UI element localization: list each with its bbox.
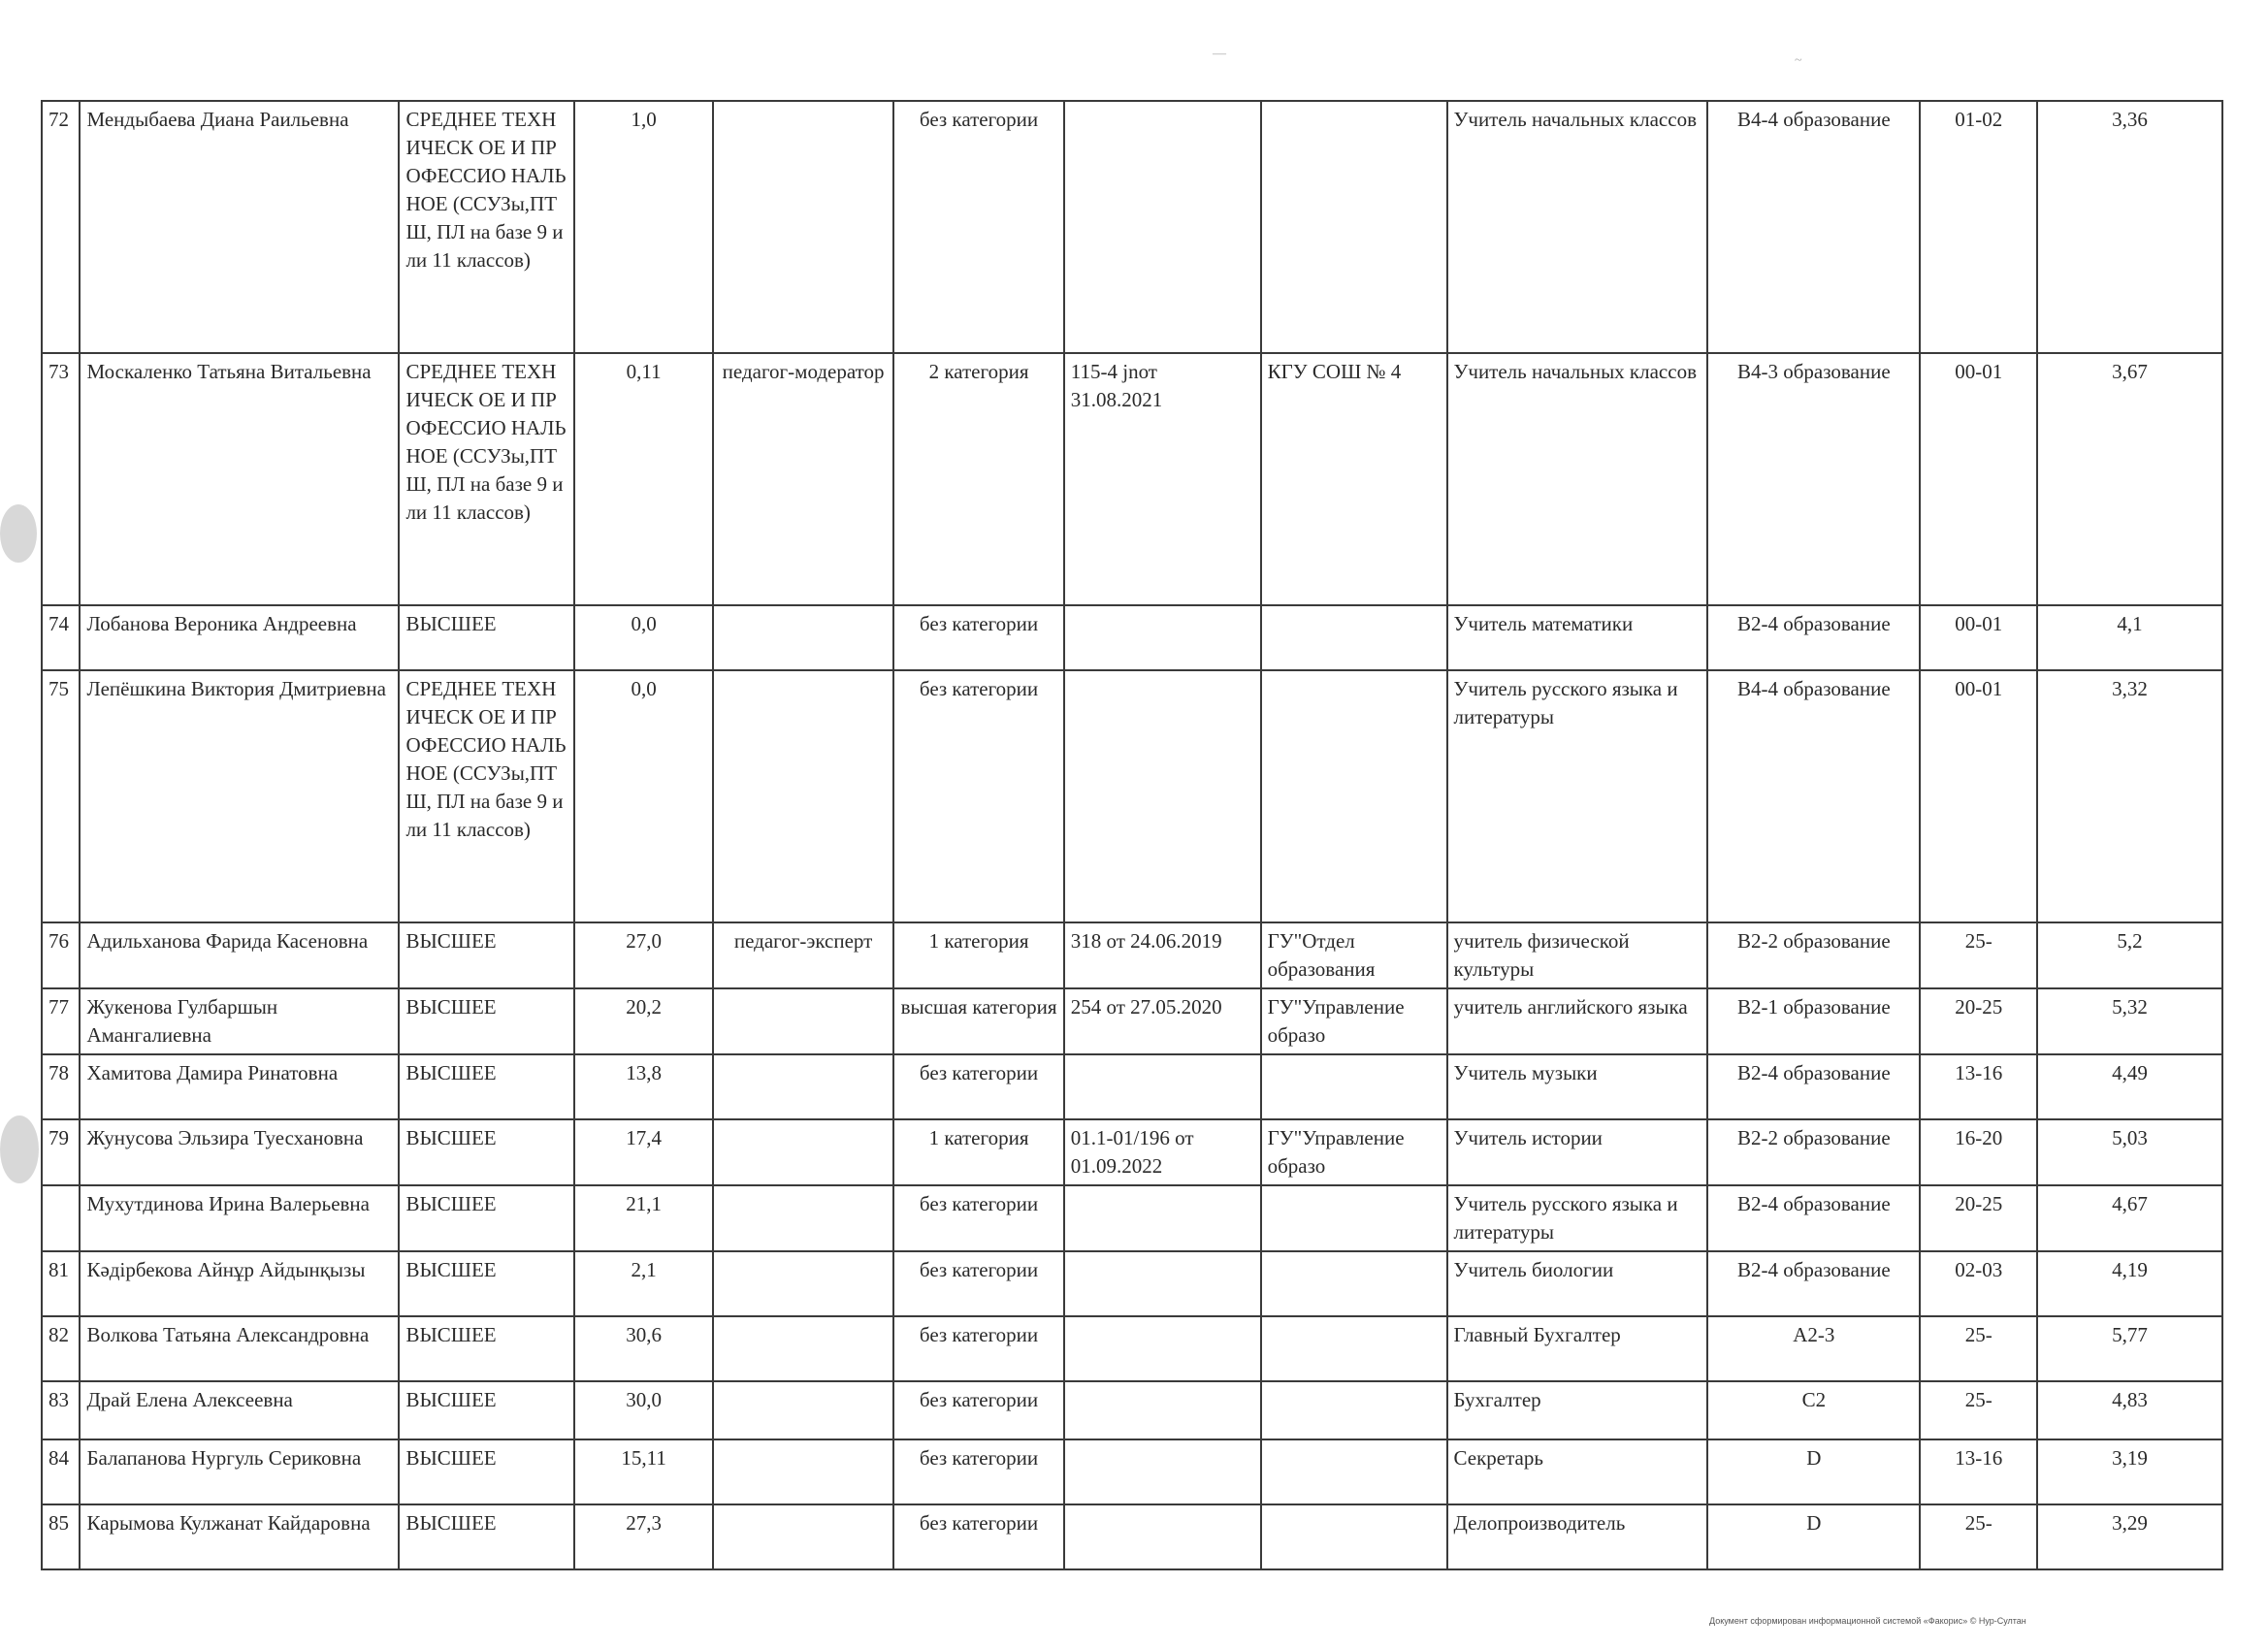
cell-qualification [713,1251,893,1316]
cell-coefficient: 5,32 [2037,988,2222,1054]
cell-issued-by [1261,1185,1447,1251]
cell-order [1064,1185,1261,1251]
cell-category: без категории [893,1316,1063,1381]
scan-mark: ~ [1795,53,1802,68]
cell-issued-by: ГУ"Управление образо [1261,1119,1447,1185]
cell-range: 20-25 [1920,1185,2037,1251]
cell-experience: 0,0 [574,670,713,922]
cell-coefficient: 4,1 [2037,605,2222,670]
table-row [42,1054,2222,1119]
cell-grade: D [1707,1504,1920,1569]
cell-education: ВЫСШЕЕ [399,1054,574,1119]
cell-order [1064,1381,1261,1439]
table-row [42,922,2222,988]
cell-name: Драй Елена Алексеевна [80,1381,399,1439]
cell-order [1064,101,1261,353]
cell-range: 20-25 [1920,988,2037,1054]
cell-education: ВЫСШЕЕ [399,1251,574,1316]
cell-category: высшая категория [893,988,1063,1054]
cell-education: ВЫСШЕЕ [399,988,574,1054]
cell-grade: В2-4 образование [1707,1251,1920,1316]
cell-qualification [713,1119,893,1185]
cell-grade: В4-3 образование [1707,353,1920,605]
cell-experience: 0,11 [574,353,713,605]
cell-position: Учитель биологии [1447,1251,1708,1316]
cell-no: 73 [42,353,80,605]
cell-no: 74 [42,605,80,670]
cell-name: Мухутдинова Ирина Валерьевна [80,1185,399,1251]
table-row [42,1185,2222,1251]
cell-range: 16-20 [1920,1119,2037,1185]
cell-range: 13-16 [1920,1439,2037,1504]
cell-name: Жунусова Эльзира Туесхановна [80,1119,399,1185]
cell-category: без категории [893,1381,1063,1439]
cell-coefficient: 5,2 [2037,922,2222,988]
cell-category: без категории [893,1185,1063,1251]
cell-issued-by: ГУ"Управление образо [1261,988,1447,1054]
cell-qualification: педагог-эксперт [713,922,893,988]
cell-coefficient: 4,67 [2037,1185,2222,1251]
cell-position: Учитель истории [1447,1119,1708,1185]
cell-name: Жукенова Гулбаршын Амангалиевна [80,988,399,1054]
cell-category: без категории [893,101,1063,353]
cell-position: Делопроизводитель [1447,1504,1708,1569]
cell-issued-by [1261,1054,1447,1119]
cell-position: Бухгалтер [1447,1381,1708,1439]
cell-name: Лобанова Вероника Андреевна [80,605,399,670]
cell-experience: 27,0 [574,922,713,988]
cell-experience: 1,0 [574,101,713,353]
cell-range: 00-01 [1920,353,2037,605]
cell-range: 25- [1920,1381,2037,1439]
table-row [42,1381,2222,1439]
cell-grade: В4-4 образование [1707,101,1920,353]
cell-position: Учитель начальных классов [1447,101,1708,353]
cell-order [1064,1316,1261,1381]
cell-position: Учитель начальных классов [1447,353,1708,605]
cell-education: СРЕДНЕЕ ТЕХНИЧЕСК ОЕ И ПРОФЕССИО НАЛЬНОЕ (ССУЗы,ПТШ, ПЛ на базе 9 или 11 классов) [399,101,574,353]
cell-order [1064,1504,1261,1569]
cell-education: ВЫСШЕЕ [399,922,574,988]
cell-qualification [713,1316,893,1381]
table-row [42,670,2222,922]
cell-name: Москаленко Татьяна Витальевна [80,353,399,605]
cell-grade: В4-4 образование [1707,670,1920,922]
cell-education: ВЫСШЕЕ [399,1504,574,1569]
cell-experience: 2,1 [574,1251,713,1316]
cell-grade: В2-4 образование [1707,1054,1920,1119]
cell-qualification [713,605,893,670]
cell-no: 78 [42,1054,80,1119]
table-row [42,605,2222,670]
cell-position: Секретарь [1447,1439,1708,1504]
cell-category: без категории [893,1054,1063,1119]
cell-qualification [713,1185,893,1251]
cell-coefficient: 5,77 [2037,1316,2222,1381]
table-row [42,353,2222,605]
cell-experience: 30,0 [574,1381,713,1439]
cell-position: Учитель русского языка и литературы [1447,670,1708,922]
cell-no: 75 [42,670,80,922]
cell-range: 01-02 [1920,101,2037,353]
cell-position: учитель английского языка [1447,988,1708,1054]
cell-issued-by: ГУ"Отдел образования [1261,922,1447,988]
footer-note: Документ сформирован информационной системой «Факорис» © Нур-Султан [1709,1616,2026,1626]
cell-education: ВЫСШЕЕ [399,1119,574,1185]
cell-experience: 30,6 [574,1316,713,1381]
table-row [42,1504,2222,1569]
cell-no: 81 [42,1251,80,1316]
cell-category: 1 категория [893,922,1063,988]
cell-name: Балапанова Нургуль Сериковна [80,1439,399,1504]
cell-coefficient: 3,29 [2037,1504,2222,1569]
cell-issued-by [1261,670,1447,922]
cell-issued-by [1261,1316,1447,1381]
cell-education: СРЕДНЕЕ ТЕХНИЧЕСК ОЕ И ПРОФЕССИО НАЛЬНОЕ (ССУЗы,ПТШ, ПЛ на базе 9 или 11 классов) [399,353,574,605]
cell-range: 25- [1920,1316,2037,1381]
cell-no: 76 [42,922,80,988]
cell-order: 318 от 24.06.2019 [1064,922,1261,988]
cell-order: 01.1-01/196 от 01.09.2022 [1064,1119,1261,1185]
cell-order [1064,605,1261,670]
cell-no: 85 [42,1504,80,1569]
cell-category: без категории [893,1439,1063,1504]
cell-coefficient: 3,36 [2037,101,2222,353]
cell-grade: В2-2 образование [1707,1119,1920,1185]
cell-education: ВЫСШЕЕ [399,605,574,670]
cell-experience: 0,0 [574,605,713,670]
cell-order [1064,1251,1261,1316]
cell-no: 82 [42,1316,80,1381]
cell-qualification [713,1054,893,1119]
cell-issued-by: КГУ СОШ № 4 [1261,353,1447,605]
cell-name: Адильханова Фарида Касеновна [80,922,399,988]
cell-grade: В2-4 образование [1707,1185,1920,1251]
cell-name: Лепёшкина Виктория Дмитриевна [80,670,399,922]
cell-grade: С2 [1707,1381,1920,1439]
cell-category: без категории [893,670,1063,922]
cell-no [42,1185,80,1251]
cell-coefficient: 4,19 [2037,1251,2222,1316]
cell-grade: В2-1 образование [1707,988,1920,1054]
cell-no: 72 [42,101,80,353]
cell-category: 1 категория [893,1119,1063,1185]
cell-position: Учитель русского языка и литературы [1447,1185,1708,1251]
cell-issued-by [1261,605,1447,670]
cell-name: Карымова Кулжанат Кайдаровна [80,1504,399,1569]
cell-name: Мендыбаева Диана Раильевна [80,101,399,353]
cell-issued-by [1261,1251,1447,1316]
cell-no: 77 [42,988,80,1054]
cell-qualification [713,1439,893,1504]
table-row [42,1119,2222,1185]
cell-position: Учитель математики [1447,605,1708,670]
cell-category: без категории [893,605,1063,670]
cell-no: 79 [42,1119,80,1185]
cell-qualification [713,988,893,1054]
cell-order [1064,1439,1261,1504]
cell-education: ВЫСШЕЕ [399,1185,574,1251]
cell-category: без категории [893,1504,1063,1569]
cell-coefficient: 3,19 [2037,1439,2222,1504]
cell-range: 00-01 [1920,605,2037,670]
scan-mark: — [1213,47,1226,61]
cell-coefficient: 5,03 [2037,1119,2222,1185]
cell-experience: 20,2 [574,988,713,1054]
cell-grade: В2-4 образование [1707,605,1920,670]
cell-position: Учитель музыки [1447,1054,1708,1119]
cell-qualification [713,670,893,922]
cell-name: Хамитова Дамира Ринатовна [80,1054,399,1119]
cell-coefficient: 4,83 [2037,1381,2222,1439]
cell-order: 254 от 27.05.2020 [1064,988,1261,1054]
staff-table [41,100,2223,1570]
cell-coefficient: 3,67 [2037,353,2222,605]
cell-qualification: педагог-модератор [713,353,893,605]
cell-category: без категории [893,1251,1063,1316]
cell-issued-by [1261,1439,1447,1504]
table-row [42,1316,2222,1381]
cell-experience: 15,11 [574,1439,713,1504]
cell-position: Главный Бухгалтер [1447,1316,1708,1381]
cell-qualification [713,101,893,353]
table-row [42,988,2222,1054]
cell-range: 25- [1920,922,2037,988]
cell-issued-by [1261,101,1447,353]
cell-qualification [713,1504,893,1569]
cell-education: ВЫСШЕЕ [399,1439,574,1504]
cell-range: 25- [1920,1504,2037,1569]
table-row [42,1439,2222,1504]
cell-education: СРЕДНЕЕ ТЕХНИЧЕСК ОЕ И ПРОФЕССИО НАЛЬНОЕ (ССУЗы,ПТШ, ПЛ на базе 9 или 11 классов) [399,670,574,922]
cell-experience: 13,8 [574,1054,713,1119]
cell-experience: 21,1 [574,1185,713,1251]
table-row [42,1251,2222,1316]
cell-qualification [713,1381,893,1439]
cell-issued-by [1261,1504,1447,1569]
cell-coefficient: 3,32 [2037,670,2222,922]
cell-range: 02-03 [1920,1251,2037,1316]
cell-range: 00-01 [1920,670,2037,922]
cell-issued-by [1261,1381,1447,1439]
cell-education: ВЫСШЕЕ [399,1381,574,1439]
cell-grade: D [1707,1439,1920,1504]
cell-order [1064,1054,1261,1119]
cell-grade: В2-2 образование [1707,922,1920,988]
cell-coefficient: 4,49 [2037,1054,2222,1119]
cell-experience: 17,4 [574,1119,713,1185]
cell-grade: А2-3 [1707,1316,1920,1381]
cell-range: 13-16 [1920,1054,2037,1119]
cell-position: учитель физической культуры [1447,922,1708,988]
cell-no: 83 [42,1381,80,1439]
cell-name: Волкова Татьяна Александровна [80,1316,399,1381]
cell-order: 115-4 jnот 31.08.2021 [1064,353,1261,605]
cell-experience: 27,3 [574,1504,713,1569]
cell-education: ВЫСШЕЕ [399,1316,574,1381]
cell-category: 2 категория [893,353,1063,605]
table-row [42,101,2222,353]
cell-no: 84 [42,1439,80,1504]
cell-name: Кәдірбекова Айнұр Айдынқызы [80,1251,399,1316]
cell-order [1064,670,1261,922]
